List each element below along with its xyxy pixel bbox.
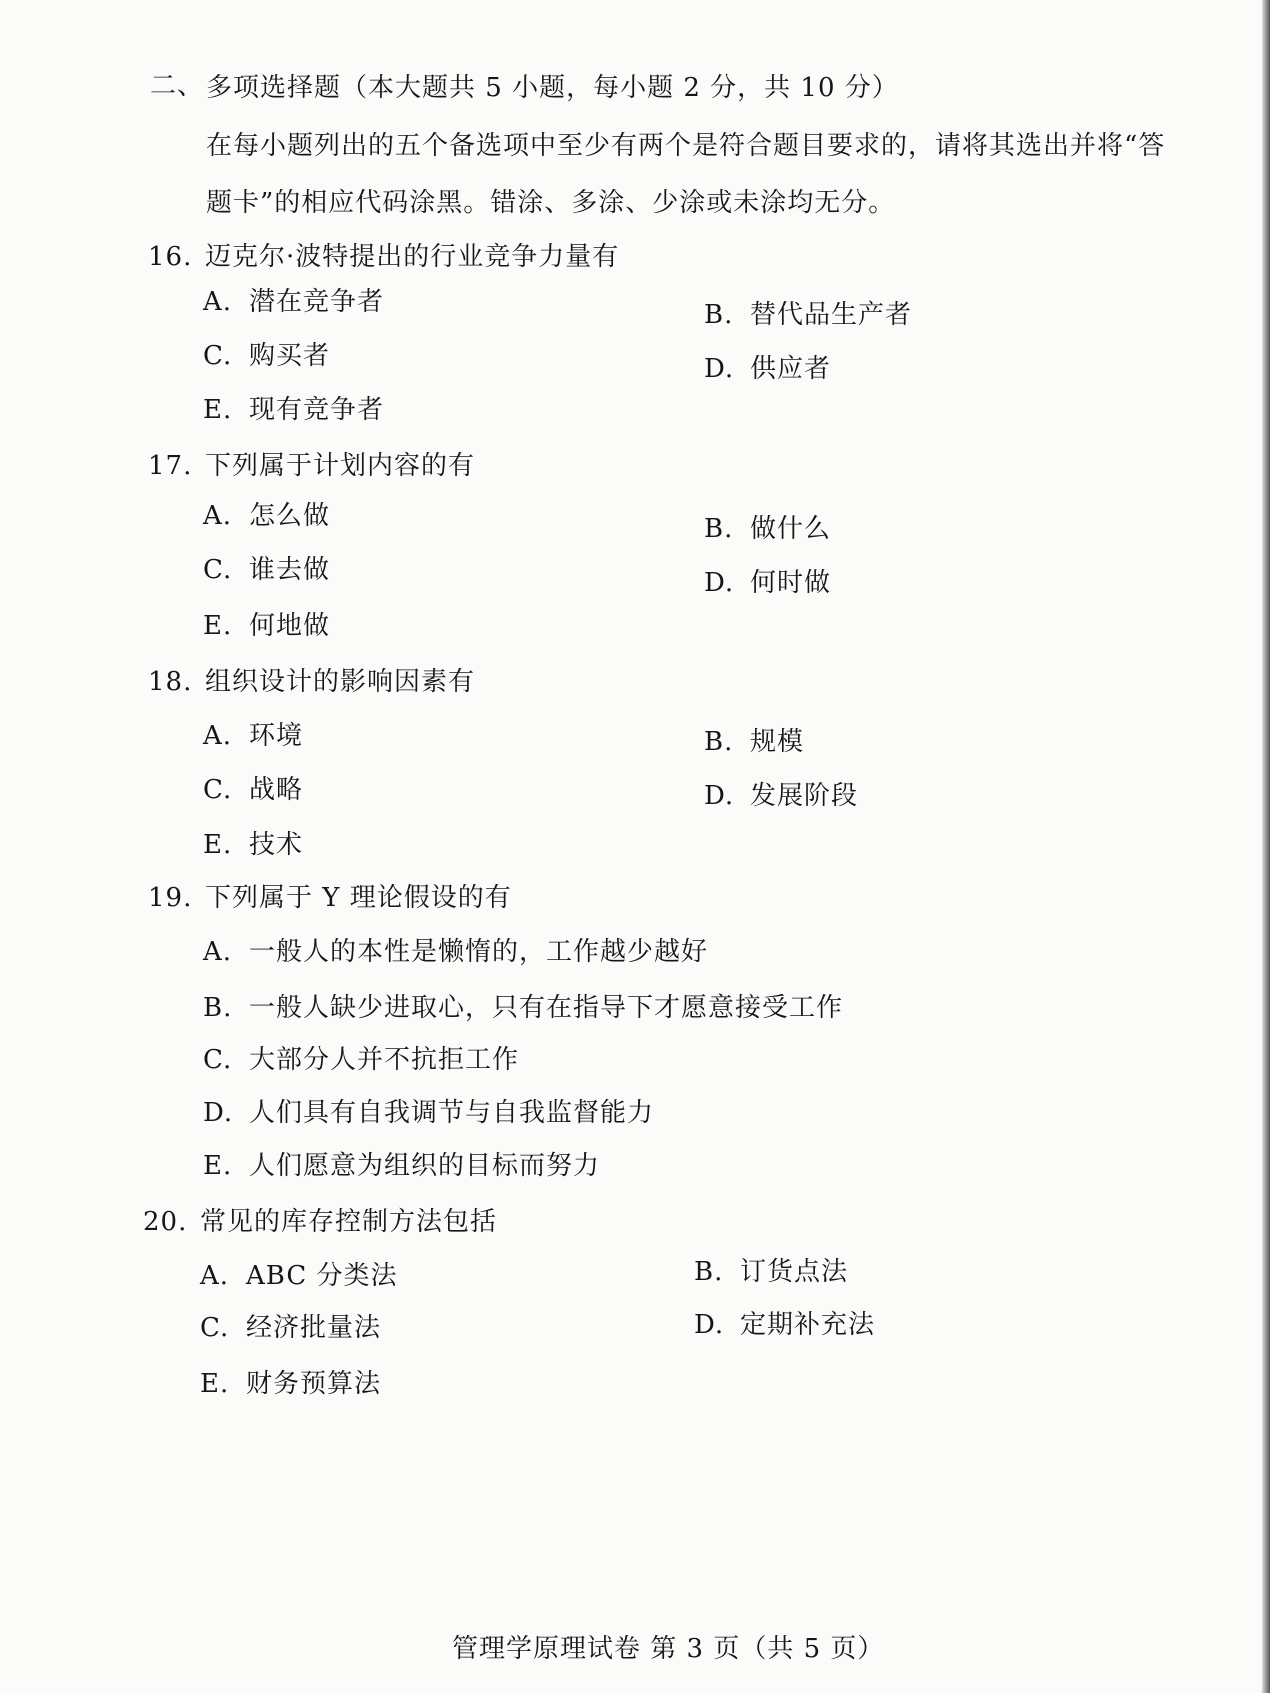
option-label: D. — [694, 1310, 725, 1340]
option-text: 人们愿意为组织的目标而努力 — [249, 1151, 601, 1181]
page-edge-shadow — [1262, 0, 1270, 1693]
question-number: 16. — [148, 242, 193, 272]
option-label: B. — [694, 1257, 724, 1287]
option-text: 谁去做 — [249, 555, 331, 585]
question-text: 下列属于计划内容的有 — [205, 451, 476, 481]
question-text: 组织设计的影响因素有 — [205, 667, 476, 697]
option-label: B. — [704, 300, 734, 330]
option-text: 购买者 — [249, 341, 331, 371]
question-number: 17. — [148, 451, 193, 481]
option-label: E. — [203, 830, 233, 860]
option-label: C. — [203, 1045, 233, 1075]
option-text: 供应者 — [750, 354, 832, 384]
option-text: 战略 — [249, 775, 304, 805]
option-text: 经济批量法 — [246, 1313, 382, 1343]
option-label: A. — [203, 501, 233, 531]
question-number: 19. — [148, 883, 193, 913]
option-label: A. — [203, 721, 233, 751]
option-label: D. — [704, 354, 735, 384]
option-text: 环境 — [249, 721, 304, 751]
option-text: 做什么 — [750, 514, 832, 544]
option-text: ABC 分类法 — [246, 1261, 398, 1291]
option-text: 订货点法 — [740, 1257, 849, 1287]
option-text: 定期补充法 — [740, 1310, 876, 1340]
option-label: C. — [203, 555, 233, 585]
option-text: 财务预算法 — [246, 1369, 382, 1399]
question-text: 常见的库存控制方法包括 — [200, 1207, 498, 1237]
option-label: A. — [203, 287, 233, 317]
option-text: 一般人的本性是懒惰的，工作越少越好 — [249, 937, 709, 967]
page-footer: 管理学原理试卷 第 3 页（共 5 页） — [452, 1634, 885, 1664]
option-text: 规模 — [750, 727, 805, 757]
option-text: 一般人缺少进取心，只有在指导下才愿意接受工作 — [249, 993, 844, 1023]
option-label: D. — [704, 781, 735, 811]
option-text: 大部分人并不抗拒工作 — [249, 1045, 520, 1075]
question-text: 下列属于 Y 理论假设的有 — [205, 883, 512, 913]
section-instruction-1: 在每小题列出的五个备选项中至少有两个是符合题目要求的，请将其选出并将“答 — [206, 131, 1166, 161]
option-label: E. — [203, 1151, 233, 1181]
option-label: C. — [203, 775, 233, 805]
option-text: 替代品生产者 — [750, 300, 913, 330]
option-text: 潜在竞争者 — [249, 287, 385, 317]
option-label: E. — [200, 1369, 230, 1399]
question-text: 迈克尔·波特提出的行业竞争力量有 — [205, 242, 620, 272]
option-text: 人们具有自我调节与自我监督能力 — [249, 1098, 655, 1128]
section-instruction-2: 题卡”的相应代码涂黑。错涂、多涂、少涂或未涂均无分。 — [206, 188, 896, 218]
option-label: E. — [203, 395, 233, 425]
option-label: C. — [200, 1313, 230, 1343]
option-text: 现有竞争者 — [249, 395, 385, 425]
option-text: 何时做 — [750, 568, 832, 598]
option-label: A. — [200, 1261, 230, 1291]
question-number: 20. — [143, 1207, 188, 1237]
option-label: A. — [203, 937, 233, 967]
option-label: E. — [203, 611, 233, 641]
option-text: 技术 — [249, 830, 304, 860]
option-label: B. — [704, 727, 734, 757]
option-text: 怎么做 — [249, 501, 331, 531]
option-label: C. — [203, 341, 233, 371]
section-number: 二、 — [150, 71, 205, 101]
option-label: B. — [203, 993, 233, 1023]
option-label: B. — [704, 514, 734, 544]
option-label: D. — [704, 568, 735, 598]
option-label: D. — [203, 1098, 234, 1128]
section-title: 多项选择题（本大题共 5 小题，每小题 2 分，共 10 分） — [206, 73, 899, 103]
question-number: 18. — [148, 667, 193, 697]
option-text: 何地做 — [249, 611, 331, 641]
option-text: 发展阶段 — [750, 781, 859, 811]
